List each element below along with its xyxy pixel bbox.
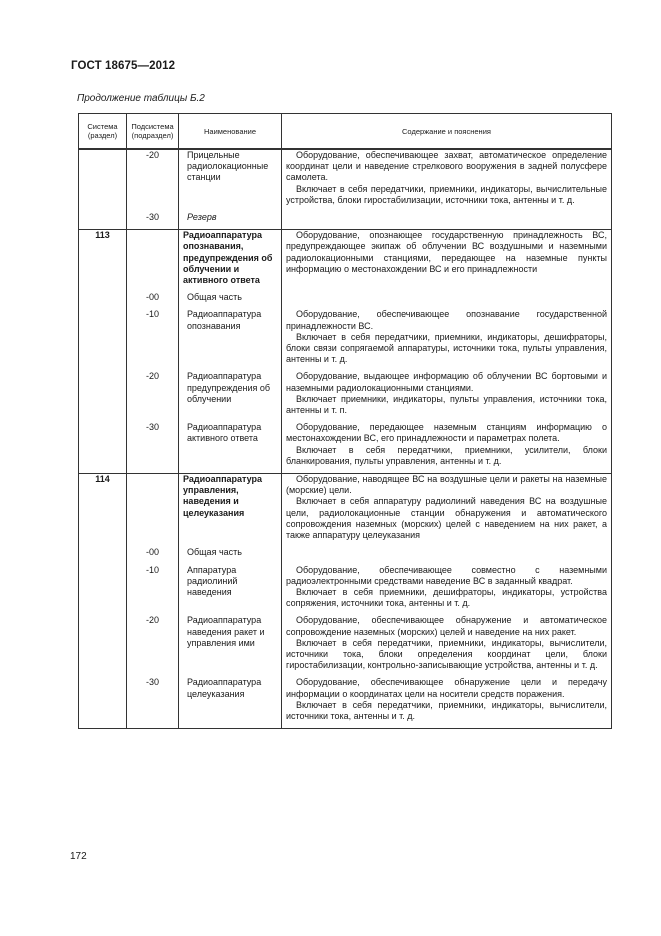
cell-content [282, 547, 612, 564]
content-paragraph: Включает в себя передатчики, приемники, индикаторы, вычислители, источники тока, блоки определения координат цели, блоки гиростабилизации, контрольно-записывающие устройства, антенны и т. д. [286, 637, 607, 671]
classification-table [78, 113, 612, 729]
cell-content [282, 292, 612, 309]
content-paragraph: Включает в себя передатчики, приемники, индикаторы, дешифраторы, блоки связи сопрягаемой аппаратуры, источники тока, пульты управления, антенны и т. д. [286, 331, 607, 365]
header-system: Система (раздел) [79, 114, 127, 150]
cell-subsystem: -00 [127, 292, 179, 309]
cell-name: Радиоаппаратура опознавания [179, 309, 282, 371]
table-row [79, 474, 612, 548]
cell-name: Радиоаппаратура наведения ракет и управления ими [179, 615, 282, 677]
table-group [79, 230, 612, 474]
table-row [79, 371, 612, 422]
cell-subsystem: -00 [127, 547, 179, 564]
cell-content [282, 230, 612, 293]
table-header-row [79, 114, 612, 150]
cell-content [282, 565, 612, 616]
table-row [79, 422, 612, 473]
cell-name: Радиоаппаратура управления, наведения и целеуказания [179, 474, 282, 548]
cell-content [282, 149, 612, 212]
cell-content [282, 677, 612, 728]
table-row [79, 677, 612, 728]
cell-name: Радиоаппаратура активного ответа [179, 422, 282, 473]
cell-subsystem: -30 [127, 422, 179, 473]
cell-system: 113 [79, 230, 127, 293]
content-paragraph: Оборудование, обеспечивающее совместно с наземными радиоэлектронными средствами наведение ВС в заданный квадрат. [286, 564, 607, 586]
content-paragraph: Включает в себя аппаратуру радиолиний наведения ВС на воздушные цели, радиолокационные станции обнаружения и автоматического сопровождения наземных (морских) целей с наведением на них ракет, а также аппаратуру целеуказания [286, 496, 607, 541]
content-paragraph: Оборудование, опознающее государственную принадлежность ВС, предупреждающее экипаж об облучении ВС воздушными и наземными радиолокационными станциями, передающее на наземные пункты информацию о местонахождении ВС и его принадлежности [286, 230, 607, 274]
cell-subsystem: -20 [127, 371, 179, 422]
cell-system [79, 677, 127, 728]
table-row [79, 615, 612, 677]
table-row [79, 292, 612, 309]
cell-subsystem: -10 [127, 309, 179, 371]
cell-system [79, 292, 127, 309]
cell-content [282, 615, 612, 677]
content-paragraph: Оборудование, наводящее ВС на воздушные цели и ракеты на наземные (морские) цели. [286, 474, 607, 496]
cell-subsystem: -30 [127, 677, 179, 728]
cell-system [79, 547, 127, 564]
table-row [79, 212, 612, 230]
cell-name: Прицельные радиолокационные станции [179, 149, 282, 212]
cell-system [79, 149, 127, 212]
cell-system [79, 309, 127, 371]
cell-content [282, 422, 612, 473]
cell-subsystem [127, 474, 179, 548]
header-name: Наименование [179, 114, 282, 150]
table-caption: Продолжение таблицы Б.2 [77, 93, 205, 104]
cell-name: Радиоаппаратура целеуказания [179, 677, 282, 728]
content-paragraph: Включает в себя приемники, дешифраторы, индикаторы, устройства сопряжения, источники тока, антенны и т. д. [286, 586, 607, 609]
table-row [79, 309, 612, 371]
table-row [79, 547, 612, 564]
cell-system [79, 371, 127, 422]
content-paragraph: Включает в себя передатчики, приемники, усилители, блоки бланкирования, пульты управления, антенны и т. д. [286, 444, 607, 466]
cell-name: Радиоаппаратура предупреждения об облучении [179, 371, 282, 422]
cell-content [282, 371, 612, 422]
header-subsystem: Подсистема (подраздел) [127, 114, 179, 150]
table-group [79, 474, 612, 729]
content-paragraph: Оборудование, обеспечивающее захват, автоматическое определение координат цели и наведение стрелкового вооружения в задней полусфере самолета. [286, 150, 607, 183]
cell-content [282, 212, 612, 230]
page-number: 172 [70, 851, 87, 862]
content-paragraph: Оборудование, выдающее информацию об облучении ВС бортовыми и наземными радиолокационными станциями. [286, 371, 607, 393]
cell-system [79, 565, 127, 616]
content-paragraph: Включает приемники, индикаторы, пульты управления, источники тока, антенны и т. п. [286, 393, 607, 416]
cell-subsystem: -10 [127, 565, 179, 616]
document-title: ГОСТ 18675—2012 [71, 60, 176, 72]
content-paragraph: Оборудование, обеспечивающее опознавание государственной принадлежности ВС. [286, 309, 607, 331]
table-row [79, 230, 612, 293]
table-group [79, 149, 612, 230]
cell-system [79, 422, 127, 473]
cell-subsystem: -30 [127, 212, 179, 230]
cell-system: 114 [79, 474, 127, 548]
cell-system [79, 212, 127, 230]
cell-subsystem: -20 [127, 149, 179, 212]
table-row [79, 565, 612, 616]
cell-name: Радиоаппаратура опознавания, предупреждения об облучении и активного ответа [179, 230, 282, 293]
content-paragraph: Оборудование, обеспечивающее обнаружение цели и передачу информации о координатах цели на носители средств поражения. [286, 677, 607, 699]
content-paragraph: Оборудование, обеспечивающее обнаружение и автоматическое сопровождение наземных (морских) целей и наведение на них ракет. [286, 615, 607, 637]
table-row [79, 149, 612, 212]
content-paragraph: Оборудование, передающее наземным станциям информацию о местонахождении ВС, его принадлежности и параметрах полета. [286, 422, 607, 444]
cell-name: Резерв [179, 212, 282, 230]
cell-system [79, 615, 127, 677]
cell-name: Общая часть [179, 547, 282, 564]
cell-name: Аппаратура радиолиний наведения [179, 565, 282, 616]
cell-subsystem [127, 230, 179, 293]
cell-subsystem: -20 [127, 615, 179, 677]
cell-content [282, 474, 612, 548]
header-content: Содержание и пояснения [282, 114, 612, 150]
cell-name: Общая часть [179, 292, 282, 309]
content-paragraph: Включает в себя передатчики, приемники, индикаторы, вычислительные устройства, блоки гиростабилизации, источники тока, антенны и т. д. [286, 183, 607, 205]
content-paragraph: Включает в себя передатчики, приемники, индикаторы, вычислители, источники тока, антенны и т. д. [286, 699, 607, 721]
cell-content [282, 309, 612, 371]
